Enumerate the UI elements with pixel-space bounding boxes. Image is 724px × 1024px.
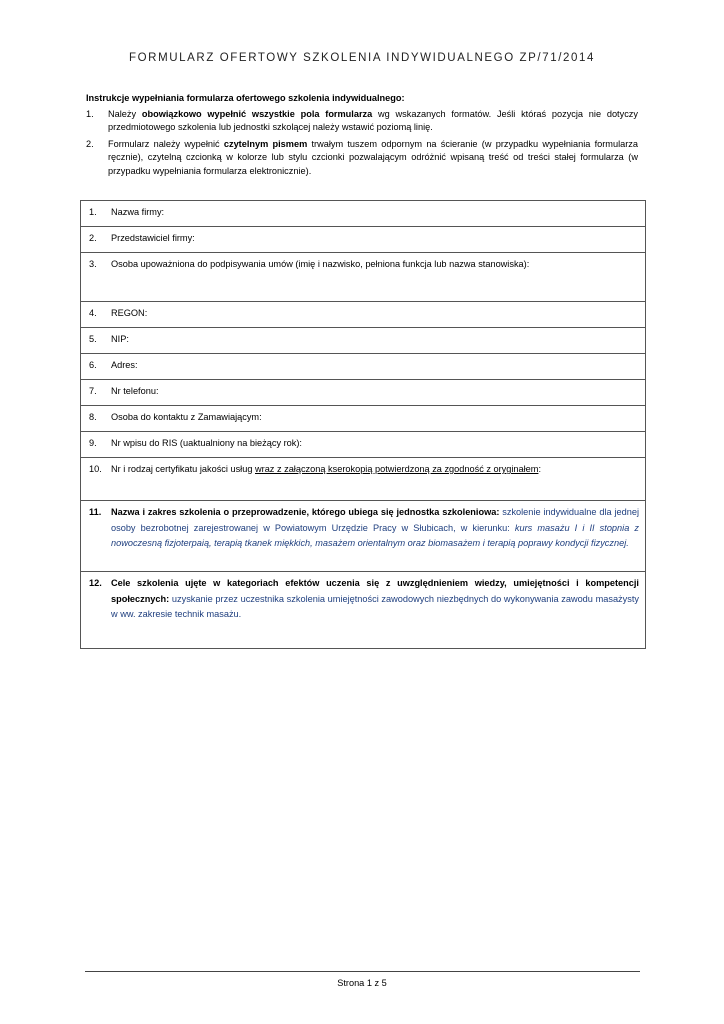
row-number: 4.	[89, 308, 97, 318]
offer-form-table	[80, 200, 646, 649]
row-label: Osoba do kontaktu z Zamawiającym:	[111, 412, 262, 422]
row-text	[111, 505, 639, 552]
form-row-regon	[81, 302, 646, 328]
footer-divider	[85, 971, 640, 972]
row-number: 2.	[89, 233, 97, 243]
row-number: 6.	[89, 360, 97, 370]
row-label: REGON:	[111, 308, 148, 318]
form-cell[interactable]	[81, 328, 646, 354]
form-row-authorized-person	[81, 253, 646, 302]
filled-value: uzyskanie przez uczestnika szkolenia umiejętności zawodowych niezbędnych do wykonywania zawodu masażysty w ww. zakresie technik masażu.	[111, 593, 639, 620]
row-label: Adres:	[111, 360, 138, 370]
row-number: 12.	[89, 578, 102, 588]
form-row-quality-certificate	[81, 458, 646, 501]
instruction-text-part: wg wskazanych formatów. Jeśli któraś pozycja nie dotyczy przedmiotowego szkolenia lub jednostki szkolącej należy wstawić poziomą linię.	[108, 108, 638, 133]
filled-value: szkolenie indywidualne dla jednej osoby bezrobotnej zarejestrowanej w Powiatowym Urzędzie Pracy w Słubicach, w kierunku:	[111, 507, 639, 533]
document-title: FORMULARZ OFERTOWY SZKOLENIA INDYWIDUALNEGO ZP/71/2014	[129, 52, 595, 64]
form-cell[interactable]	[81, 501, 646, 572]
row-label: Nr i rodzaj certyfikatu jakości usług	[111, 464, 255, 474]
instruction-number: 2.	[86, 138, 94, 149]
instruction-number: 1.	[86, 108, 94, 119]
row-label-underlined: wraz z załączoną kserokopią potwierdzoną za zgodność z oryginałem	[255, 464, 539, 474]
form-row-nip	[81, 328, 646, 354]
form-row-company-name	[81, 201, 646, 227]
instruction-text-part: Należy	[108, 108, 142, 119]
instruction-text-part: trwałym tuszem odpornym na ścieranie (w przypadku wypełniania formularza ręcznie), czytelną czcionką w kolorze lub stylu czcionki pozwalającym odróżnić wpisaną treść od treści stałej formularza (w przypadku wypełniania formularza elektronicznie).	[108, 138, 638, 176]
row-label: Osoba upoważniona do podpisywania umów (imię i nazwisko, pełniona funkcja lub nazwa stanowiska):	[111, 259, 530, 269]
row-label: Nr telefonu:	[111, 386, 159, 396]
form-row-contact-person	[81, 406, 646, 432]
row-number: 8.	[89, 412, 97, 422]
form-cell[interactable]	[81, 302, 646, 328]
instruction-bold-text: czytelnym pismem	[223, 138, 308, 149]
instruction-bold-text: obowiązkowo wypełnić wszystkie pola formularza	[141, 108, 373, 119]
row-number: 10.	[89, 464, 102, 474]
instruction-text	[108, 108, 638, 135]
page-number: Strona 1 z 5	[337, 978, 387, 988]
row-number: 11.	[89, 507, 102, 517]
row-number: 7.	[89, 386, 97, 396]
form-row-training-name	[81, 501, 646, 572]
instruction-item-2	[86, 138, 638, 179]
row-label: Przedstawiciel firmy:	[111, 233, 195, 243]
form-row-address	[81, 354, 646, 380]
row-content	[89, 505, 639, 552]
form-cell[interactable]	[81, 432, 646, 458]
form-cell[interactable]	[81, 458, 646, 501]
filled-value-italic: kurs masażu I i II stopnia z nowoczesną fizjoterpaią, terapią tkanek miękkich, masażem orientalnym oraz biomasażem i terapią poprawy kondycji fizycznej.	[111, 522, 639, 549]
form-row-training-goals	[81, 572, 646, 649]
form-cell[interactable]	[81, 406, 646, 432]
form-cell[interactable]	[81, 201, 646, 227]
form-cell[interactable]	[81, 380, 646, 406]
form-row-phone	[81, 380, 646, 406]
row-content	[89, 576, 639, 623]
instruction-text-part: Formularz należy wypełnić	[108, 138, 224, 149]
instructions-section	[86, 92, 638, 182]
form-cell[interactable]	[81, 227, 646, 253]
form-cell[interactable]	[81, 253, 646, 302]
row-label-bold: Nazwa i zakres szkolenia o przeprowadzenie, którego ubiega się jednostka szkoleniowa:	[111, 507, 500, 517]
row-text	[111, 576, 639, 623]
form-row-ris-number	[81, 432, 646, 458]
row-label-bold: Cele szkolenia ujęte w kategoriach efektów uczenia się z uwzględnieniem wiedzy, umiejętności i kompetencji społecznych:	[111, 578, 639, 604]
row-number: 5.	[89, 334, 97, 344]
row-label: NIP:	[111, 334, 129, 344]
instructions-heading: Instrukcje wypełniania formularza ofertowego szkolenia indywidualnego:	[86, 93, 405, 103]
form-cell[interactable]	[81, 572, 646, 649]
instruction-text	[108, 138, 638, 179]
row-number: 9.	[89, 438, 97, 448]
row-label: Nazwa firmy:	[111, 207, 165, 217]
row-label: Nr wpisu do RIS (uaktualniony na bieżący rok):	[111, 438, 302, 448]
instruction-item-1	[86, 108, 638, 135]
row-label: :	[538, 464, 541, 474]
form-row-representative	[81, 227, 646, 253]
row-number: 3.	[89, 259, 97, 269]
row-number: 1.	[89, 207, 97, 217]
form-cell[interactable]	[81, 354, 646, 380]
